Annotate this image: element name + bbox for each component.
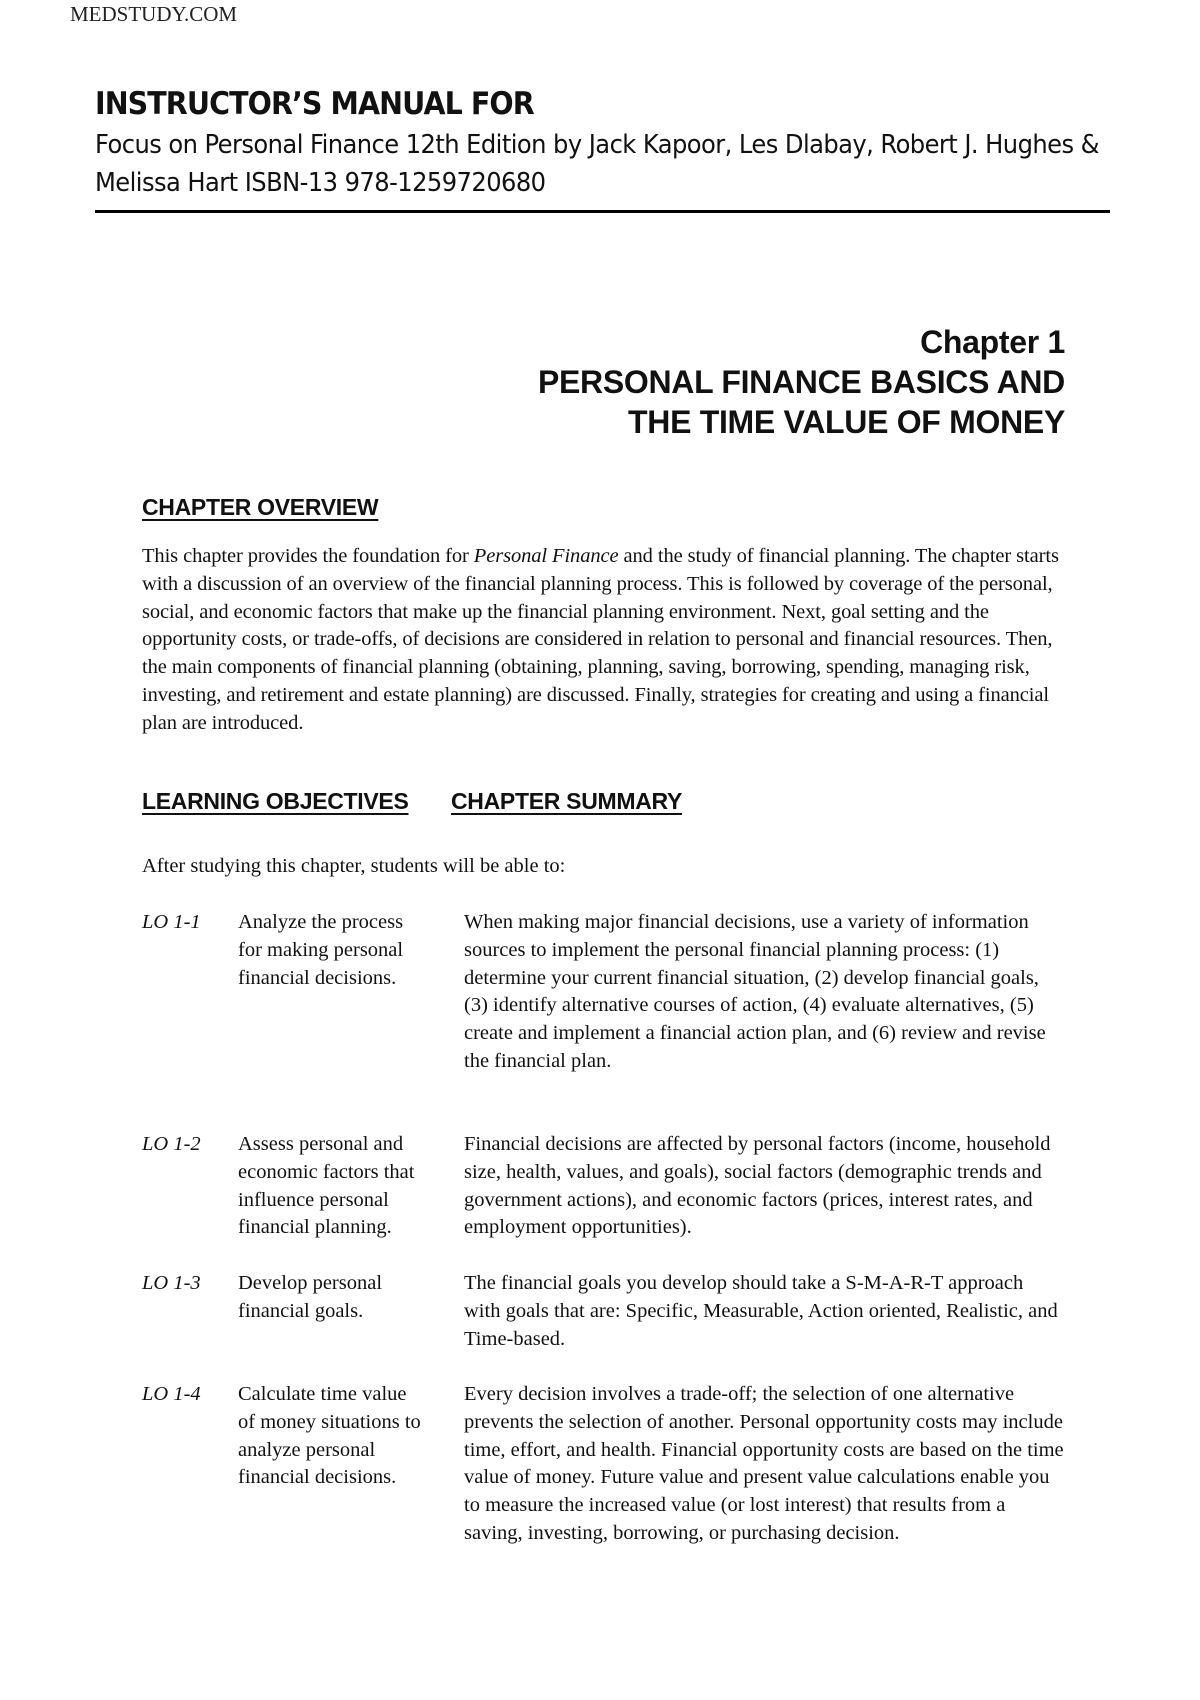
overview-book-title: Personal Finance (473, 545, 619, 567)
objective-text: Assess personal and economic factors that influence personal financial planning. (238, 1133, 415, 1239)
chapter-overview-text (142, 543, 1062, 738)
manual-header (95, 82, 1110, 213)
objective-code: LO 1-2 (142, 1133, 201, 1155)
overview-text-start: This chapter provides the foundation for (142, 545, 474, 567)
objective-code: LO 1-4 (142, 1383, 201, 1405)
summary-text: Every decision involves a trade-off; the selection of one alternative prevents the selection of another. Personal opportunity costs may include time, effort, and health. Financial opportunity costs are based on the time value of money. Future value and present value calculations enable you to measure the increased value (or lost interest) that results from a saving, investing, borrowing, or purchasing decision. (464, 1383, 1064, 1544)
chapter-title-line-2: THE TIME VALUE OF MONEY (628, 404, 1065, 440)
objective-text: Calculate time value of money situations to analyze personal financial decisions. (238, 1383, 421, 1489)
learning-objectives-heading: LEARNING OBJECTIVES (142, 788, 409, 814)
watermark: MEDSTUDY.COM (70, 2, 238, 26)
objectives-intro: After studying this chapter, students will be able to: (142, 855, 566, 877)
chapter-overview-heading: CHAPTER OVERVIEW (142, 494, 379, 520)
objective-code: LO 1-1 (142, 911, 201, 933)
objective-text: Develop personal financial goals. (238, 1272, 383, 1322)
chapter-number: Chapter 1 (920, 324, 1065, 360)
objective-code: LO 1-3 (142, 1272, 201, 1294)
manual-subtitle: Focus on Personal Finance 12th Edition by Jack Kapoor, Les Dlabay, Robert J. Hughes & Melissa Hart ISBN-13 978-1259720680 (95, 130, 1099, 198)
overview-text-rest: and the study of financial planning. The chapter starts with a discussion of an overview of the financial planning process. This is followed by coverage of the personal, social, and economic factors that make up the financial planning environment. Next, goal setting and the opportunity costs, or trade-offs, of decisions are considered in relation to personal and financial resources. Then, the main components of financial planning (obtaining, planning, saving, borrowing, spending, managing risk, investing, and retirement and estate planning) are discussed. Finally, strategies for creating and using a financial plan are introduced. (142, 545, 1059, 734)
manual-title: INSTRUCTOR’S MANUAL FOR (95, 86, 534, 122)
summary-text: When making major financial decisions, use a variety of information sources to implement the personal financial planning process: (1) determine your current financial situation, (2) develop financial goals, (3) identify alternative courses of action, (4) evaluate alternatives, (5) create and implement a financial action plan, and (6) review and revise the financial plan. (464, 911, 1046, 1072)
chapter-heading (538, 322, 1065, 442)
summary-text: Financial decisions are affected by personal factors (income, household size, health, values, and goals), social factors (demographic trends and government actions), and economic factors (prices, interest rates, and employment opportunities). (464, 1133, 1051, 1239)
chapter-summary-heading: CHAPTER SUMMARY (451, 788, 683, 814)
chapter-title-line-1: PERSONAL FINANCE BASICS AND (537, 364, 1065, 400)
summary-text: The financial goals you develop should take a S-M-A-R-T approach with goals that are: Specific, Measurable, Action oriented, Realistic, and Time-based. (464, 1272, 1058, 1350)
objective-text: Analyze the process for making personal financial decisions. (238, 911, 404, 989)
